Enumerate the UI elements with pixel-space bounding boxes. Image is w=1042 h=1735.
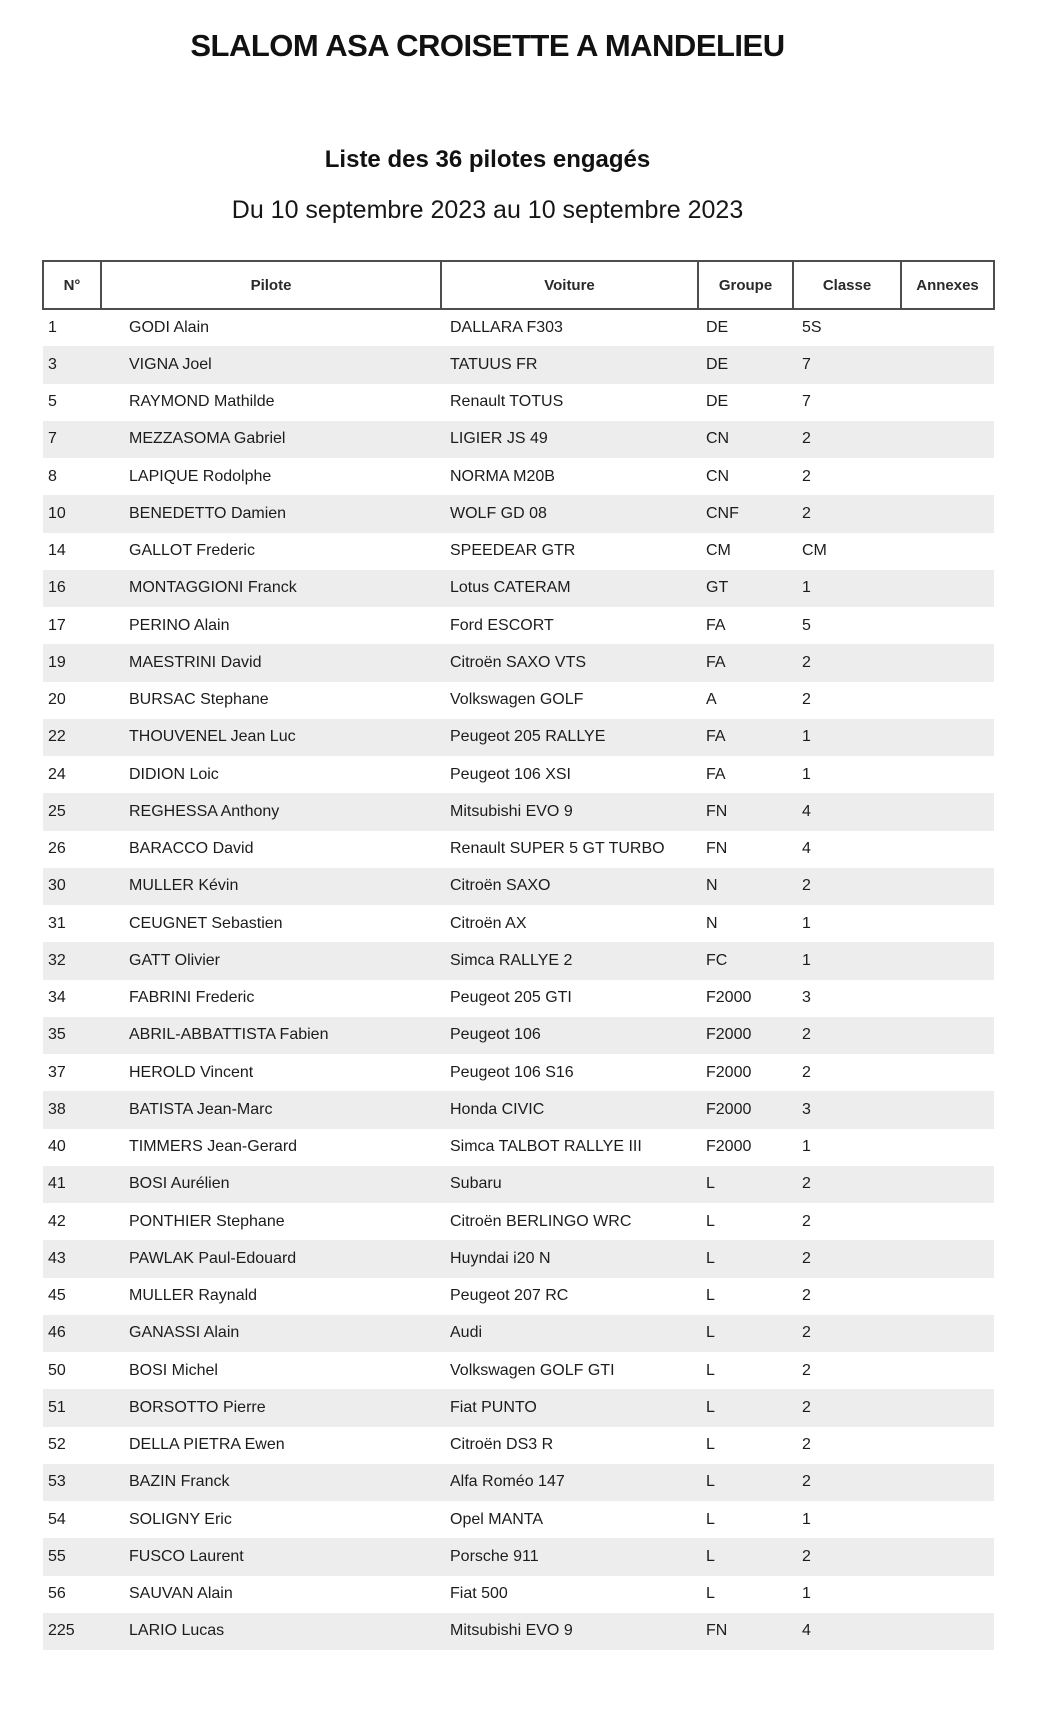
table-row <box>43 1315 994 1352</box>
cell-pilote: BARACCO David <box>129 840 254 858</box>
cell-voiture: Citroën AX <box>450 914 527 932</box>
cell-annexes <box>901 1389 994 1426</box>
entrants-table <box>42 260 995 1650</box>
table-row <box>43 1613 994 1650</box>
table-row <box>43 793 994 830</box>
cell-groupe: L <box>706 1175 715 1193</box>
cell-annexes <box>901 1613 994 1650</box>
cell-pilote: GATT Olivier <box>129 951 220 969</box>
cell-groupe: L <box>706 1324 715 1342</box>
cell-num: 54 <box>48 1510 66 1528</box>
cell-classe: 1 <box>802 1138 811 1156</box>
cell-annexes <box>901 1352 994 1389</box>
cell-annexes <box>901 1427 994 1464</box>
cell-classe: 1 <box>802 579 811 597</box>
cell-pilote: GALLOT Frederic <box>129 542 255 560</box>
cell-annexes <box>901 346 994 383</box>
cell-pilote: MULLER Kévin <box>129 877 239 895</box>
cell-num: 16 <box>48 579 66 597</box>
cell-num: 41 <box>48 1175 66 1193</box>
cell-pilote: THOUVENEL Jean Luc <box>129 728 296 746</box>
cell-num: 25 <box>48 802 66 820</box>
cell-voiture: Fiat PUNTO <box>450 1398 537 1416</box>
table-row <box>43 346 994 383</box>
cell-groupe: FC <box>706 951 728 969</box>
cell-num: 56 <box>48 1585 66 1603</box>
table-row <box>43 868 994 905</box>
table-header <box>43 261 994 309</box>
cell-annexes <box>901 1091 994 1128</box>
cell-voiture: SPEEDEAR GTR <box>450 542 576 560</box>
cell-groupe: CM <box>706 542 731 560</box>
cell-pilote: CEUGNET Sebastien <box>129 914 283 932</box>
cell-classe: 2 <box>802 877 811 895</box>
cell-pilote: SOLIGNY Eric <box>129 1510 232 1528</box>
cell-num: 51 <box>48 1398 66 1416</box>
cell-classe: 3 <box>802 1100 811 1118</box>
cell-annexes <box>901 384 994 421</box>
cell-voiture: NORMA M20B <box>450 467 555 485</box>
cell-num: 53 <box>48 1473 66 1491</box>
table-row <box>43 1464 994 1501</box>
table-row <box>43 1091 994 1128</box>
cell-classe: 1 <box>802 914 811 932</box>
cell-annexes <box>901 905 994 942</box>
table-row <box>43 309 994 346</box>
cell-annexes <box>901 644 994 681</box>
cell-num: 1 <box>48 319 57 337</box>
cell-classe: 1 <box>802 765 811 783</box>
cell-voiture: Simca TALBOT RALLYE III <box>450 1138 642 1156</box>
cell-annexes <box>901 793 994 830</box>
cell-num: 5 <box>48 393 57 411</box>
cell-groupe: FN <box>706 802 728 820</box>
cell-groupe: CNF <box>706 504 739 522</box>
cell-annexes <box>901 1315 994 1352</box>
cell-voiture: Mitsubishi EVO 9 <box>450 802 573 820</box>
cell-groupe: L <box>706 1547 715 1565</box>
cell-annexes <box>901 868 994 905</box>
cell-classe: 5 <box>802 616 811 634</box>
cell-annexes <box>901 1538 994 1575</box>
table-row <box>43 644 994 681</box>
cell-num: 32 <box>48 951 66 969</box>
cell-classe: 5S <box>802 319 822 337</box>
cell-num: 31 <box>48 914 66 932</box>
cell-pilote: BOSI Michel <box>129 1361 218 1379</box>
cell-voiture: Mitsubishi EVO 9 <box>450 1622 573 1640</box>
cell-pilote: BATISTA Jean-Marc <box>129 1100 273 1118</box>
cell-groupe: F2000 <box>706 989 752 1007</box>
cell-pilote: BORSOTTO Pierre <box>129 1398 266 1416</box>
cell-pilote: DIDION Loic <box>129 765 219 783</box>
table-row <box>43 682 994 719</box>
cell-num: 17 <box>48 616 66 634</box>
table-row <box>43 1129 994 1166</box>
cell-num: 30 <box>48 877 66 895</box>
cell-voiture: DALLARA F303 <box>450 319 563 337</box>
cell-pilote: PERINO Alain <box>129 616 230 634</box>
table-row <box>43 1389 994 1426</box>
cell-voiture: TATUUS FR <box>450 355 538 373</box>
cell-voiture: Citroën DS3 R <box>450 1436 554 1454</box>
cell-classe: CM <box>802 542 827 560</box>
cell-pilote: MAESTRINI David <box>129 653 262 671</box>
table-row <box>43 719 994 756</box>
cell-num: 20 <box>48 691 66 709</box>
cell-num: 10 <box>48 504 66 522</box>
cell-pilote: MEZZASOMA Gabriel <box>129 430 286 448</box>
cell-voiture: Peugeot 106 XSI <box>450 765 571 783</box>
cell-voiture: Peugeot 205 RALLYE <box>450 728 606 746</box>
cell-classe: 1 <box>802 951 811 969</box>
cell-num: 42 <box>48 1212 66 1230</box>
cell-num: 225 <box>48 1622 75 1640</box>
cell-annexes <box>901 1278 994 1315</box>
cell-num: 55 <box>48 1547 66 1565</box>
cell-voiture: Volkswagen GOLF GTI <box>450 1361 615 1379</box>
table-row <box>43 1538 994 1575</box>
cell-pilote: BOSI Aurélien <box>129 1175 230 1193</box>
cell-pilote: PAWLAK Paul-Edouard <box>129 1249 297 1267</box>
cell-voiture: Audi <box>450 1324 483 1342</box>
column-header-voiture: Voiture <box>441 261 698 309</box>
cell-annexes <box>901 570 994 607</box>
cell-num: 35 <box>48 1026 66 1044</box>
cell-groupe: N <box>706 877 718 895</box>
cell-pilote: LARIO Lucas <box>129 1622 225 1640</box>
cell-annexes <box>901 1129 994 1166</box>
cell-pilote: VIGNA Joel <box>129 355 212 373</box>
cell-classe: 2 <box>802 1212 811 1230</box>
cell-groupe: FN <box>706 840 728 858</box>
cell-num: 45 <box>48 1287 66 1305</box>
cell-groupe: GT <box>706 579 729 597</box>
cell-annexes <box>901 682 994 719</box>
cell-classe: 2 <box>802 1473 811 1491</box>
cell-num: 38 <box>48 1100 66 1118</box>
table-row <box>43 1427 994 1464</box>
cell-groupe: FA <box>706 616 726 634</box>
cell-voiture: Honda CIVIC <box>450 1100 545 1118</box>
cell-voiture: Ford ESCORT <box>450 616 554 634</box>
cell-classe: 1 <box>802 1510 811 1528</box>
cell-pilote: BAZIN Franck <box>129 1473 230 1491</box>
table-row <box>43 495 994 532</box>
cell-voiture: Porsche 911 <box>450 1547 539 1565</box>
cell-classe: 4 <box>802 1622 811 1640</box>
cell-classe: 2 <box>802 1361 811 1379</box>
cell-num: 24 <box>48 765 66 783</box>
cell-pilote: BURSAC Stephane <box>129 691 269 709</box>
cell-groupe: DE <box>706 355 729 373</box>
table-row <box>43 905 994 942</box>
cell-classe: 4 <box>802 802 811 820</box>
cell-classe: 4 <box>802 840 811 858</box>
cell-classe: 1 <box>802 1585 811 1603</box>
cell-annexes <box>901 458 994 495</box>
cell-voiture: Subaru <box>450 1175 502 1193</box>
table-row <box>43 533 994 570</box>
cell-pilote: MULLER Raynald <box>129 1287 258 1305</box>
cell-pilote: FABRINI Frederic <box>129 989 255 1007</box>
cell-voiture: Simca RALLYE 2 <box>450 951 573 969</box>
cell-classe: 2 <box>802 1547 811 1565</box>
column-header-groupe: Groupe <box>698 261 793 309</box>
cell-groupe: L <box>706 1249 715 1267</box>
table-row <box>43 980 994 1017</box>
cell-groupe: FA <box>706 728 726 746</box>
cell-annexes <box>901 495 994 532</box>
cell-groupe: L <box>706 1287 715 1305</box>
cell-groupe: A <box>706 691 717 709</box>
table-row <box>43 756 994 793</box>
cell-num: 37 <box>48 1063 66 1081</box>
column-header-pilote: Pilote <box>101 261 441 309</box>
cell-pilote: BENEDETTO Damien <box>129 504 287 522</box>
cell-annexes <box>901 533 994 570</box>
cell-groupe: CN <box>706 467 730 485</box>
table-row <box>43 942 994 979</box>
cell-groupe: F2000 <box>706 1026 752 1044</box>
cell-groupe: N <box>706 914 718 932</box>
table-row <box>43 384 994 421</box>
cell-voiture: Renault SUPER 5 GT TURBO <box>450 840 665 858</box>
cell-groupe: F2000 <box>706 1100 752 1118</box>
cell-classe: 2 <box>802 653 811 671</box>
table-row <box>43 1576 994 1613</box>
cell-annexes <box>901 1203 994 1240</box>
cell-classe: 2 <box>802 1026 811 1044</box>
cell-classe: 2 <box>802 1398 811 1416</box>
page-title: SLALOM ASA CROISETTE A MANDELIEU <box>190 28 785 63</box>
cell-num: 34 <box>48 989 66 1007</box>
cell-pilote: PONTHIER Stephane <box>129 1212 285 1230</box>
cell-groupe: FN <box>706 1622 728 1640</box>
cell-voiture: Peugeot 106 S16 <box>450 1063 574 1081</box>
cell-annexes <box>901 1464 994 1501</box>
cell-pilote: TIMMERS Jean-Gerard <box>129 1138 298 1156</box>
cell-voiture: Alfa Roméo 147 <box>450 1473 565 1491</box>
cell-num: 8 <box>48 467 57 485</box>
cell-voiture: Renault TOTUS <box>450 393 564 411</box>
table-row <box>43 1203 994 1240</box>
cell-num: 3 <box>48 355 57 373</box>
cell-classe: 1 <box>802 728 811 746</box>
cell-num: 22 <box>48 728 66 746</box>
cell-groupe: CN <box>706 430 730 448</box>
date-range: Du 10 septembre 2023 au 10 septembre 2023 <box>231 196 744 224</box>
cell-groupe: L <box>706 1398 715 1416</box>
cell-pilote: FUSCO Laurent <box>129 1547 244 1565</box>
cell-voiture: Fiat 500 <box>450 1585 508 1603</box>
table-body <box>43 309 994 1650</box>
cell-annexes <box>901 719 994 756</box>
cell-annexes <box>901 1017 994 1054</box>
cell-groupe: L <box>706 1436 715 1454</box>
cell-voiture: Peugeot 207 RC <box>450 1287 569 1305</box>
table-row <box>43 1054 994 1091</box>
cell-groupe: F2000 <box>706 1063 752 1081</box>
cell-annexes <box>901 1501 994 1538</box>
cell-num: 7 <box>48 430 57 448</box>
cell-pilote: MONTAGGIONI Franck <box>129 579 297 597</box>
cell-groupe: L <box>706 1585 715 1603</box>
column-header-classe: Classe <box>793 261 901 309</box>
cell-pilote: ABRIL-ABBATTISTA Fabien <box>129 1026 329 1044</box>
table-row <box>43 1501 994 1538</box>
cell-num: 14 <box>48 542 66 560</box>
cell-annexes <box>901 942 994 979</box>
cell-pilote: DELLA PIETRA Ewen <box>129 1436 285 1454</box>
cell-classe: 2 <box>802 1249 811 1267</box>
column-header-num: N° <box>43 261 101 309</box>
cell-classe: 2 <box>802 1324 811 1342</box>
table-row <box>43 458 994 495</box>
cell-annexes <box>901 1166 994 1203</box>
cell-classe: 7 <box>802 355 811 373</box>
cell-classe: 2 <box>802 504 811 522</box>
cell-groupe: FA <box>706 653 726 671</box>
cell-num: 46 <box>48 1324 66 1342</box>
cell-annexes <box>901 980 994 1017</box>
table-row <box>43 1352 994 1389</box>
cell-num: 50 <box>48 1361 66 1379</box>
cell-annexes <box>901 309 994 346</box>
cell-annexes <box>901 1576 994 1613</box>
cell-annexes <box>901 831 994 868</box>
cell-voiture: Huyndai i20 N <box>450 1249 551 1267</box>
cell-voiture: Peugeot 106 <box>450 1026 541 1044</box>
cell-classe: 2 <box>802 1436 811 1454</box>
entrants-count-subtitle: Liste des 36 pilotes engagés <box>324 146 651 173</box>
cell-voiture: Lotus CATERAM <box>450 579 571 597</box>
cell-groupe: F2000 <box>706 1138 752 1156</box>
cell-groupe: DE <box>706 319 729 337</box>
cell-voiture: WOLF GD 08 <box>450 504 547 522</box>
table-row <box>43 1240 994 1277</box>
cell-pilote: SAUVAN Alain <box>129 1585 233 1603</box>
table-row <box>43 831 994 868</box>
cell-annexes <box>901 1054 994 1091</box>
cell-annexes <box>901 756 994 793</box>
table-row <box>43 1017 994 1054</box>
cell-classe: 2 <box>802 430 811 448</box>
cell-annexes <box>901 607 994 644</box>
cell-classe: 2 <box>802 1175 811 1193</box>
cell-pilote: LAPIQUE Rodolphe <box>129 467 272 485</box>
cell-pilote: HEROLD Vincent <box>129 1063 254 1081</box>
cell-classe: 2 <box>802 467 811 485</box>
table-row <box>43 1278 994 1315</box>
cell-num: 52 <box>48 1436 66 1454</box>
cell-voiture: Peugeot 205 GTI <box>450 989 572 1007</box>
cell-voiture: Volkswagen GOLF <box>450 691 584 709</box>
cell-classe: 2 <box>802 691 811 709</box>
cell-groupe: FA <box>706 765 726 783</box>
cell-pilote: RAYMOND Mathilde <box>129 393 275 411</box>
cell-classe: 7 <box>802 393 811 411</box>
cell-voiture: Citroën SAXO <box>450 877 551 895</box>
cell-voiture: Citroën SAXO VTS <box>450 653 587 671</box>
cell-groupe: DE <box>706 393 729 411</box>
cell-classe: 3 <box>802 989 811 1007</box>
cell-num: 40 <box>48 1138 66 1156</box>
cell-num: 19 <box>48 653 66 671</box>
table-row <box>43 570 994 607</box>
cell-groupe: L <box>706 1361 715 1379</box>
table-header-row <box>43 261 994 309</box>
cell-num: 43 <box>48 1249 66 1267</box>
cell-annexes <box>901 421 994 458</box>
cell-classe: 2 <box>802 1287 811 1305</box>
cell-pilote: REGHESSA Anthony <box>129 802 280 820</box>
cell-voiture: Citroën BERLINGO WRC <box>450 1212 632 1230</box>
cell-annexes <box>901 1240 994 1277</box>
cell-voiture: Opel MANTA <box>450 1510 544 1528</box>
cell-classe: 2 <box>802 1063 811 1081</box>
cell-num: 26 <box>48 840 66 858</box>
cell-groupe: L <box>706 1473 715 1491</box>
cell-groupe: L <box>706 1510 715 1528</box>
cell-pilote: GODI Alain <box>129 319 210 337</box>
cell-pilote: GANASSI Alain <box>129 1324 240 1342</box>
table-row <box>43 1166 994 1203</box>
table-row <box>43 607 994 644</box>
cell-groupe: L <box>706 1212 715 1230</box>
column-header-annexes: Annexes <box>901 261 994 309</box>
table-row <box>43 421 994 458</box>
cell-voiture: LIGIER JS 49 <box>450 430 548 448</box>
